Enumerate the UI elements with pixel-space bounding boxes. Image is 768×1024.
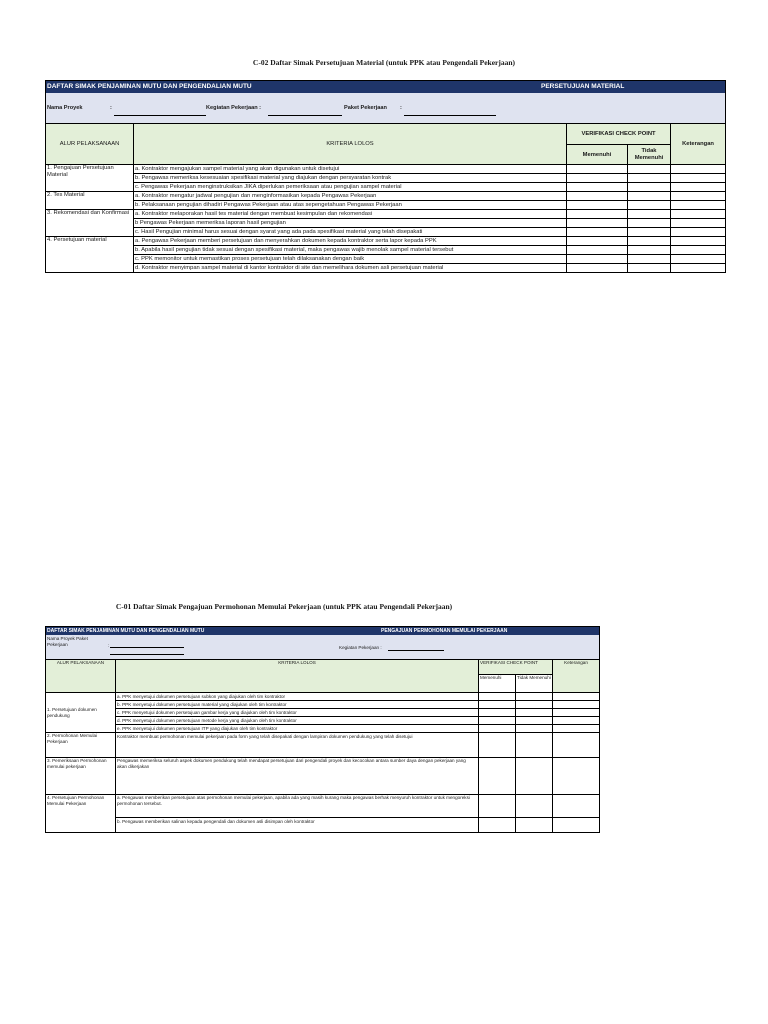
table-row: [46, 701, 600, 709]
memenuhi-cell[interactable]: [479, 795, 516, 818]
memenuhi-cell[interactable]: [567, 165, 628, 174]
alur-cell: 4. Persetujuan material: [46, 237, 134, 273]
kriteria-cell: b. Apabila hasil pengujian tidak sesuai dengan spesifikasi material, maka pengawas wajib menolak sampel material tersebut: [134, 246, 567, 255]
keterangan-cell[interactable]: [553, 717, 600, 725]
col-keterangan-header: Keterangan: [553, 660, 600, 693]
table-row: [46, 237, 726, 246]
memenuhi-cell[interactable]: [479, 693, 516, 701]
tidak-memenuhi-cell[interactable]: [516, 693, 553, 701]
tidak-memenuhi-cell[interactable]: [628, 183, 671, 192]
memenuhi-cell[interactable]: [567, 174, 628, 183]
tidak-memenuhi-cell[interactable]: [628, 174, 671, 183]
kegiatan-field[interactable]: [268, 103, 342, 116]
keterangan-cell[interactable]: [671, 210, 726, 219]
table-row: [46, 165, 726, 174]
tidak-memenuhi-cell[interactable]: [628, 255, 671, 264]
keterangan-cell[interactable]: [553, 709, 600, 717]
col-tidak-header: Tidak Memenuhi: [628, 145, 671, 165]
memenuhi-cell[interactable]: [567, 192, 628, 201]
keterangan-cell[interactable]: [671, 183, 726, 192]
kegiatan-field[interactable]: [388, 643, 444, 651]
col-alur-header: ALUR PELAKSANAAN: [46, 660, 116, 693]
kriteria-cell: a. Kontraktor mengatur jadwal pengujian dan menginformasikan kepada Pengawas Pekerjaan: [134, 192, 567, 201]
table-row: [46, 246, 726, 255]
alur-cell: 1. Persetujuan dokumen pendukung: [46, 693, 116, 733]
kriteria-cell: c. PPK memonitor untuk memastikan proses persetujuan telah dilaksanakan dengan baik: [134, 255, 567, 264]
paket-field[interactable]: [404, 103, 496, 116]
alur-cell: 2. Tes Material: [46, 192, 134, 210]
table2-header-row: [46, 627, 600, 636]
memenuhi-cell[interactable]: [479, 701, 516, 709]
tidak-memenuhi-cell[interactable]: [516, 733, 553, 758]
tidak-memenuhi-cell[interactable]: [628, 210, 671, 219]
nama-proyek-colon: :: [110, 105, 112, 111]
tidak-memenuhi-cell[interactable]: [516, 818, 553, 833]
tidak-memenuhi-cell[interactable]: [628, 165, 671, 174]
kegiatan-label: Kegiatan Pekerjaan :: [339, 645, 382, 650]
kriteria-cell: b. PPK menyetujui dokumen persetujuan material yang diajukan oleh tim kontraktor: [116, 701, 479, 709]
memenuhi-cell[interactable]: [479, 725, 516, 733]
memenuhi-cell[interactable]: [479, 818, 516, 833]
table-row: [46, 725, 600, 733]
kriteria-cell: b. Pengawas memberikan salinan kepada pengendali dan dokumen asli disimpan oleh kontraktor: [116, 818, 479, 833]
kriteria-cell: c. Pengawas Pekerjaan menginstruksikan JIKA diperlukan pemeriksaan atau pengujian sampel material: [134, 183, 567, 192]
keterangan-cell[interactable]: [553, 758, 600, 795]
tidak-memenuhi-cell[interactable]: [516, 758, 553, 795]
kriteria-cell: c. PPK menyetujui dokumen persetujuan gambar kerja yang diajukan oleh tim kontraktor: [116, 709, 479, 717]
table-header-left: DAFTAR SIMAK PENJAMINAN MUTU DAN PENGENDALIAN MUTU: [46, 81, 628, 94]
keterangan-cell[interactable]: [671, 255, 726, 264]
tidak-memenuhi-cell[interactable]: [628, 201, 671, 210]
nama-proyek-field[interactable]: [114, 103, 206, 116]
project-info-row: [46, 635, 600, 660]
kriteria-cell: c. Hasil Pengujian minimal harus sesuai dengan syarat yang ada pada spesifikasi material yang telah disepakati: [134, 228, 567, 237]
kriteria-cell: a. Kontraktor melaporakan hasil tes material dengan membuat kesimpulan dan rekomendasi: [134, 210, 567, 219]
table-row: [46, 210, 726, 219]
keterangan-cell[interactable]: [671, 219, 726, 228]
col-kriteria-header: KRITERIA LOLOS: [116, 660, 479, 693]
memenuhi-cell[interactable]: [567, 219, 628, 228]
kriteria-cell: e. PPK menyetujui dokumen persetujuan ITP yang diajukan oleh tim kontraktor: [116, 725, 479, 733]
col-keterangan-header: Keterangan: [671, 124, 726, 165]
table-header-right: [628, 81, 726, 94]
tidak-memenuhi-cell[interactable]: [516, 701, 553, 709]
kriteria-cell: Pengawas memeriksa seluruh aspek dokumen pendukung telah mendapat persetujuan dari pengendali proyek dan kecocokan antara sumber daya dengan pekerjaan yang akan dikerjakan: [116, 758, 479, 795]
alur-cell: 3. Pemeriksaan Permohonan memulai pekerjaan: [46, 758, 116, 795]
keterangan-cell[interactable]: [671, 246, 726, 255]
tidak-memenuhi-cell[interactable]: [516, 795, 553, 818]
tidak-memenuhi-cell[interactable]: [628, 246, 671, 255]
table-row: [46, 192, 726, 201]
memenuhi-cell[interactable]: [567, 228, 628, 237]
table-row: [46, 255, 726, 264]
table-row: [46, 717, 600, 725]
table1-header-right-label: PERSETUJUAN MATERIAL: [541, 83, 625, 90]
alur-cell: 4. Persetujuan Permohonan Memulai Pekerjaan: [46, 795, 116, 833]
alur-cell: 2. Permohonan Memulai Pekerjaan: [46, 733, 116, 758]
table-row: [46, 693, 600, 701]
keterangan-cell[interactable]: [553, 733, 600, 758]
alur-cell: 3. Rekomendasi dan Konfirmasi: [46, 210, 134, 237]
keterangan-cell[interactable]: [671, 165, 726, 174]
tidak-memenuhi-cell[interactable]: [628, 219, 671, 228]
keterangan-cell[interactable]: [671, 237, 726, 246]
nama-proyek-field[interactable]: [110, 641, 184, 648]
keterangan-cell[interactable]: [671, 201, 726, 210]
kegiatan-label: Kegiatan Pekerjaan :: [206, 105, 262, 111]
memenuhi-cell[interactable]: [479, 709, 516, 717]
col-kriteria-header: KRITERIA LOLOS: [134, 124, 567, 165]
nama-proyek-label: Nama Proyek Paket Pekerjaan: [47, 636, 88, 647]
kriteria-cell: b. Pengawas memeriksa kesesuaian spesifikasi material yang diajukan dengan persyaratan kontrak: [134, 174, 567, 183]
kriteria-cell: b. Pelaksanaan pengujian dihadiri Pengawas Pekerjaan atau atas sepengetahuan Pengawas Pekerjaan: [134, 201, 567, 210]
kriteria-cell: b Pengawas Pekerjaan memeriksa laporan hasil pengujian: [134, 219, 567, 228]
table-row: [46, 228, 726, 237]
memenuhi-cell[interactable]: [567, 201, 628, 210]
tidak-memenuhi-cell[interactable]: [628, 264, 671, 273]
tidak-memenuhi-cell[interactable]: [516, 725, 553, 733]
keterangan-cell[interactable]: [671, 192, 726, 201]
kriteria-cell: a. Pengawas memberikan persetujuan atas permohonan memulai pekerjaan, apabila ada yang masih kurang maka pengawas berhak menyuruh kontraktor untuk mengoreksi permohonan tersebut.: [116, 795, 479, 818]
tidak-memenuhi-cell[interactable]: [628, 228, 671, 237]
tidak-memenuhi-cell[interactable]: [628, 237, 671, 246]
table-row: [46, 183, 726, 192]
col-alur-header: ALUR PELAKSANAAN: [46, 124, 134, 165]
table-row: [46, 709, 600, 717]
form1-title: C-02 Daftar Simak Persetujuan Material (untuk PPK atau Pengendali Pekerjaan): [252, 58, 516, 67]
keterangan-cell[interactable]: [553, 725, 600, 733]
table-row: [46, 758, 600, 795]
form2-title: C-01 Daftar Simak Pengajuan Permohonan Memulai Pekerjaan (untuk PPK atau Pengendali Pekerjaan): [115, 602, 453, 611]
memenuhi-cell[interactable]: [479, 733, 516, 758]
table-row: [46, 795, 600, 818]
memenuhi-cell[interactable]: [567, 255, 628, 264]
table-row: [46, 219, 726, 228]
table-row: [46, 201, 726, 210]
col-memenuhi-header: Memenuhi: [567, 145, 628, 165]
col-verifikasi-header: VERIFIKASI CHECK POINT: [567, 124, 671, 145]
kriteria-cell: d. PPK menyetujui dokumen persetujuan metode kerja yang diajukan oleh tim kontraktor: [116, 717, 479, 725]
memenuhi-cell[interactable]: [567, 246, 628, 255]
keterangan-cell[interactable]: [553, 693, 600, 701]
table-row: [46, 264, 726, 273]
col-memenuhi-header: Memenuhi: [479, 675, 516, 693]
memenuhi-cell[interactable]: [479, 758, 516, 795]
memenuhi-cell[interactable]: [567, 264, 628, 273]
keterangan-cell[interactable]: [671, 264, 726, 273]
paket-label: Paket Pekerjaan: [344, 105, 387, 111]
keterangan-cell[interactable]: [671, 228, 726, 237]
paket-field[interactable]: [110, 648, 184, 655]
table-row: [46, 818, 600, 833]
paket-colon: :: [400, 105, 402, 111]
memenuhi-cell[interactable]: [567, 183, 628, 192]
checklist-table-start-work: [45, 626, 600, 833]
nama-proyek-label: Nama Proyek: [47, 105, 83, 111]
table-row: [46, 733, 600, 758]
kriteria-cell: a. PPK menyetujui dokumen persetujuan subkon yang diajukan oleh tim kontraktor: [116, 693, 479, 701]
keterangan-cell[interactable]: [553, 701, 600, 709]
tidak-memenuhi-cell[interactable]: [516, 717, 553, 725]
alur-cell: 1. Pengajuan Persetujuan Material: [46, 165, 134, 192]
table-row: [46, 174, 726, 183]
tidak-memenuhi-cell[interactable]: [516, 709, 553, 717]
memenuhi-cell[interactable]: [479, 717, 516, 725]
keterangan-cell[interactable]: [553, 795, 600, 818]
col-verifikasi-header: VERIFIKASI CHECK POINT: [479, 660, 553, 675]
kriteria-cell: a. Pengawas Pekerjaan memberi persetujuan dan menyerahkan dokumen kepada kontraktor serta lapor kepada PPK: [134, 237, 567, 246]
nama-proyek-colon: :: [108, 643, 110, 648]
table2-header-left: DAFTAR SIMAK PENJAMINAN MUTU DAN PENGENDALIAN MUTU: [47, 628, 205, 634]
keterangan-cell[interactable]: [553, 818, 600, 833]
keterangan-cell[interactable]: [671, 174, 726, 183]
kriteria-cell: Kontraktor membuat permohonan memulai pekerjaan pada form yang telah disepakati dengan lampiran dokumen pendukung yang telah disetujui: [116, 733, 479, 758]
kriteria-cell: a. Kontraktor mengajukan sampel material yang akan digunakan untuk disetujui: [134, 165, 567, 174]
kriteria-cell: d. Kontraktor menyimpan sampel material di kantor kontraktor di site dan memelihara dokumen asli persetujuan material: [134, 264, 567, 273]
col-tidak-header: Tidak Memenuhi: [516, 675, 553, 693]
tidak-memenuhi-cell[interactable]: [628, 192, 671, 201]
project-info-row: [46, 93, 726, 124]
memenuhi-cell[interactable]: [567, 210, 628, 219]
checklist-table-material: [45, 80, 726, 273]
table2-header-right: PENGAJUAN PERMOHONAN MEMULAI PEKERJAAN: [381, 628, 508, 634]
memenuhi-cell[interactable]: [567, 237, 628, 246]
